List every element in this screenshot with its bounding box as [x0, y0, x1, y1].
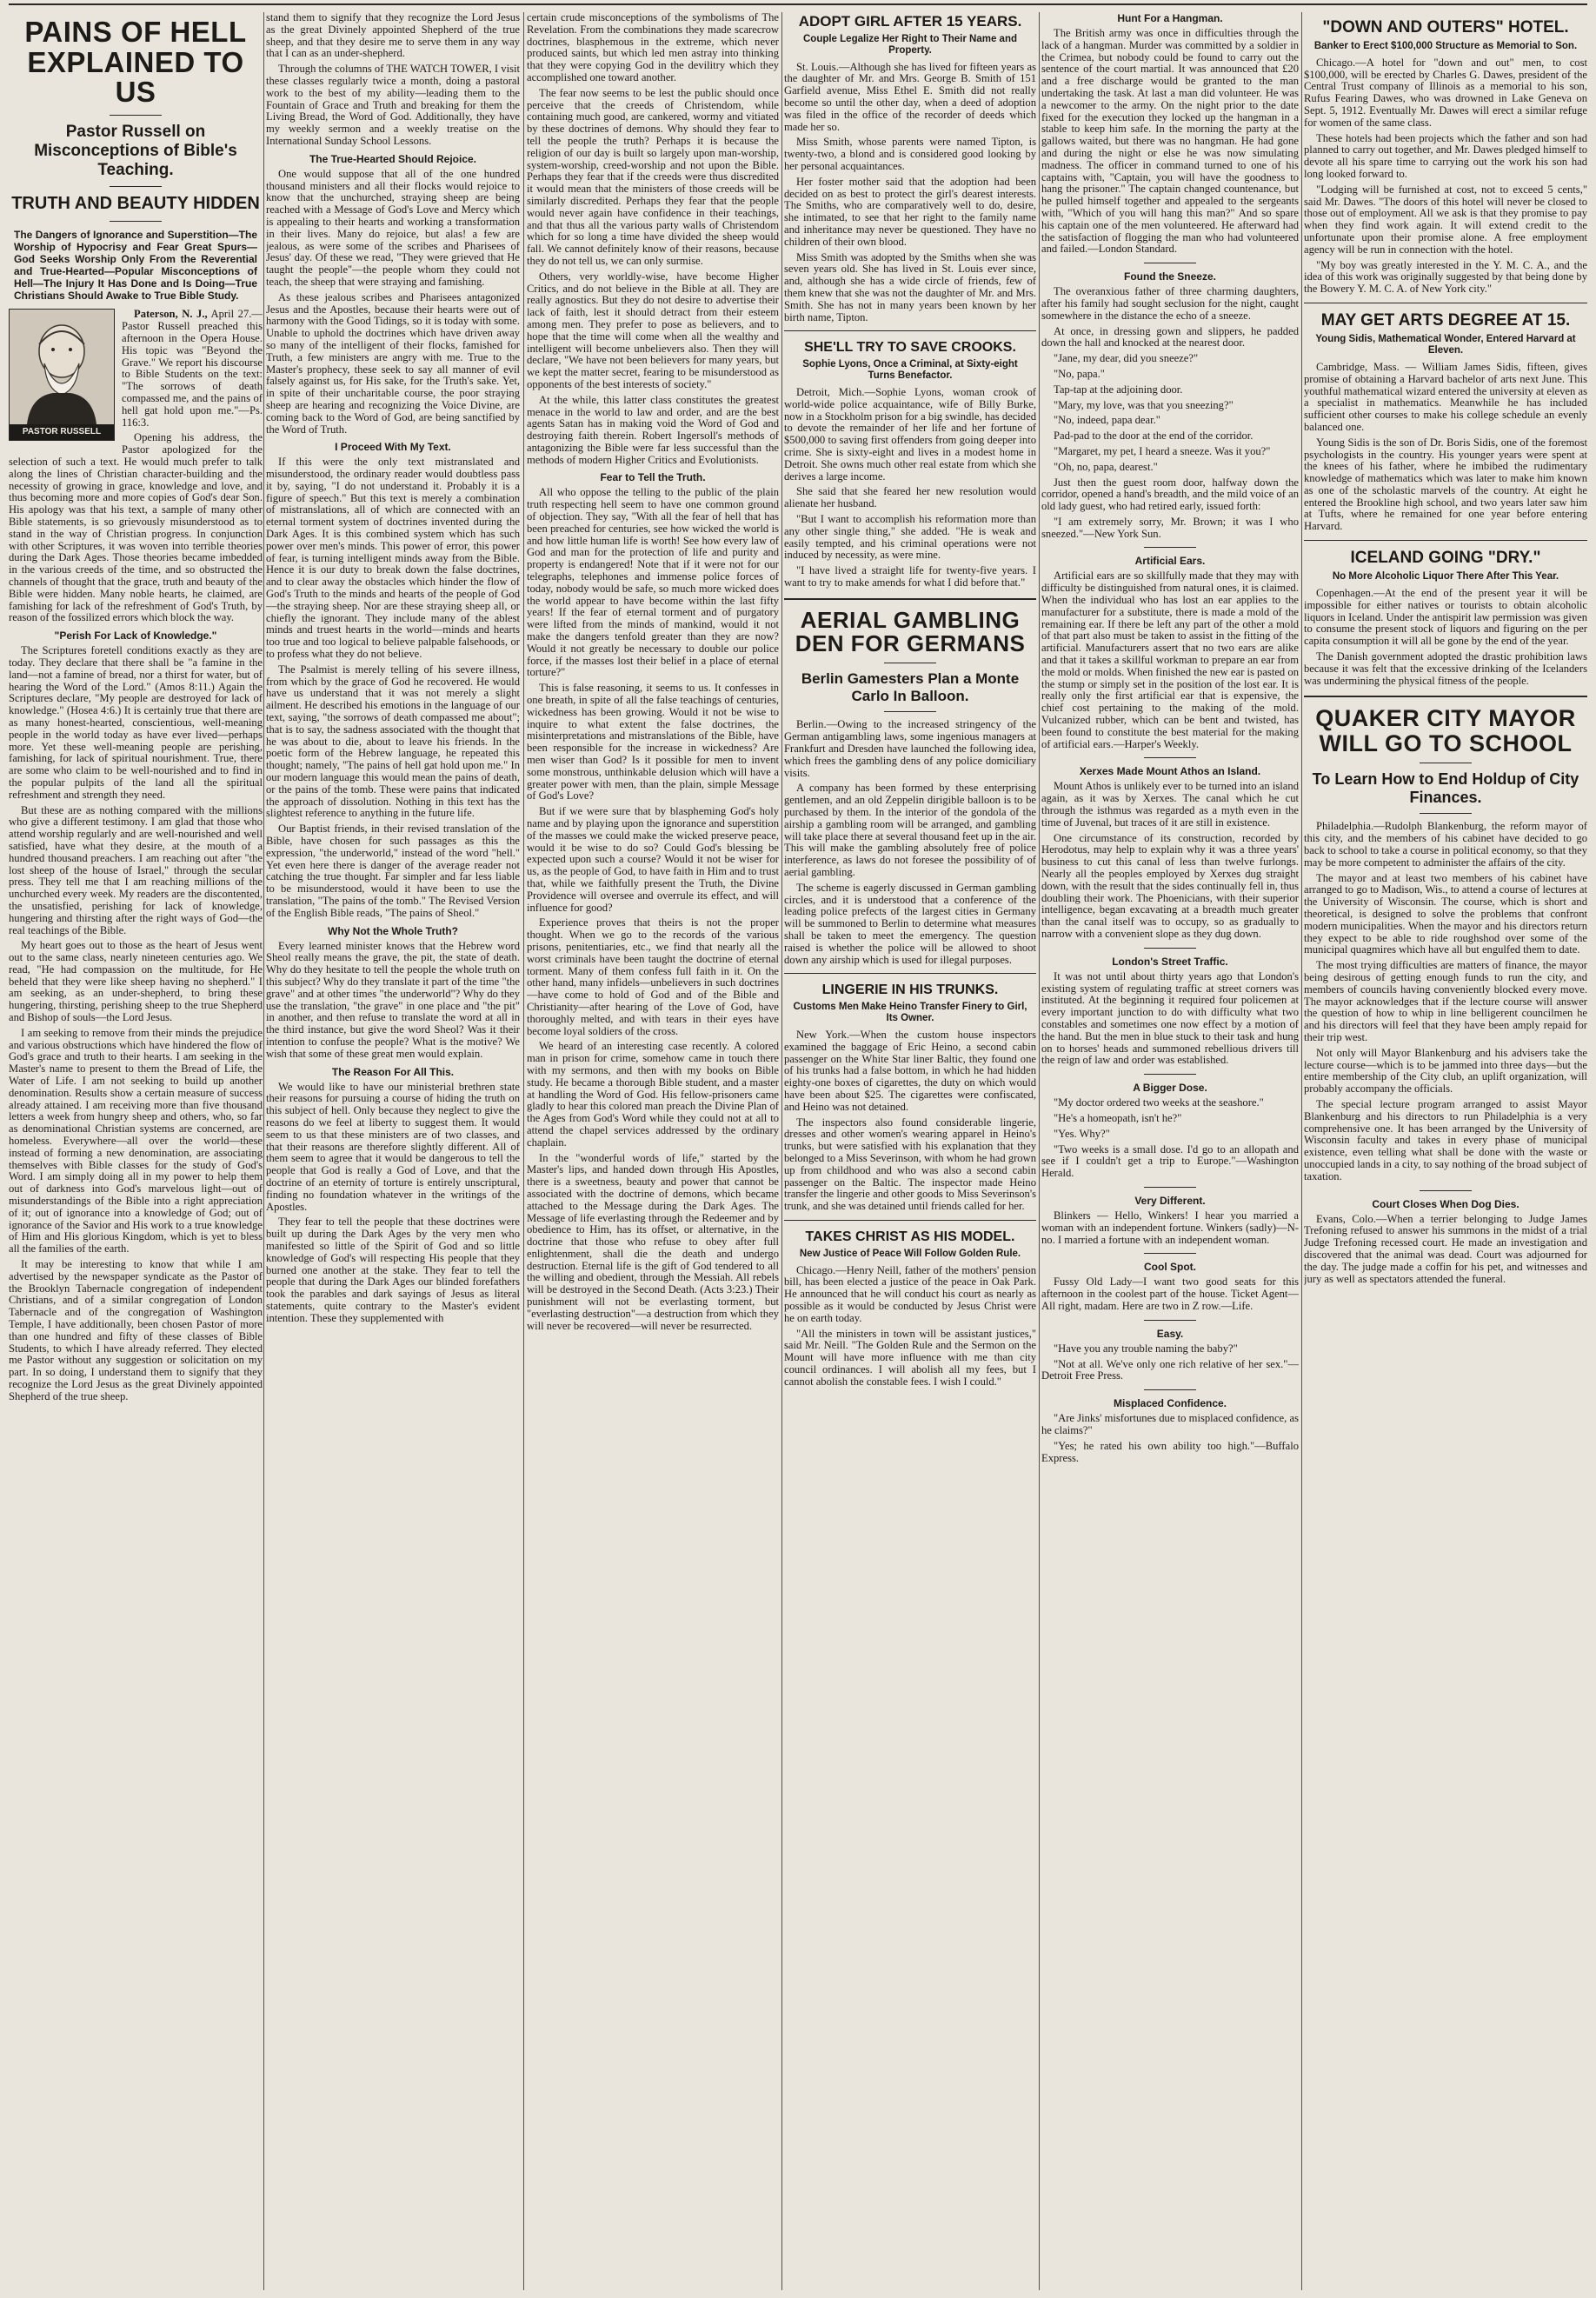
- crosshead: Fear to Tell the Truth.: [600, 471, 706, 484]
- paragraph: Young Sidis is the son of Dr. Boris Sidis, one of the foremost psychologists in the country. His younger years were spent at the knees of his father, where he imbibed the rudimentary knowledge of mathematics which was later to make him known as one of the scholastic marvels of the country. At eight he entered the Brookline high school, and two years later saw him at Tufts, where he remained for one year before entering Harvard.: [1304, 436, 1587, 533]
- paragraph: "Not at all. We've only one rich relative of her sex."—Detroit Free Press.: [1041, 1357, 1299, 1382]
- headline-save-crooks: SHE'LL TRY TO SAVE CROOKS.: [804, 340, 1016, 356]
- paragraph: Artificial ears are so skillfully made that they may with difficulty be distinguished from natural ones, it is claimed. When the individual who has lost an ear applies to the manufacturer for a substitute, there is made a mold of the remaining ear. If there be left any part of the other a mold of that part also must be taken to assist in the fitting of the artificial. Manufacturers assert that no two ears are alike and that it takes a skillful workman to prepare an ear from the mold or molds. When finished the new ear is pasted on the stump or simply set in the position of the lost ear. It is really only the first artificial ear that is expensive, the chief cost pertaining to the making of the mold. Vulcanized rubber, which can be bent and twisted, has been found to constitute the best material for the making of artificial ears.—Harper's Weekly.: [1041, 570, 1299, 750]
- divider: [1144, 1320, 1196, 1321]
- headline-street-traffic: London's Street Traffic.: [1112, 955, 1228, 968]
- paragraph: The overanxious father of three charming daughters, after his family had sought seclusion for the night, caught somewhere in the distance the echo of a sneeze.: [1041, 285, 1299, 322]
- top-rule: [9, 3, 1587, 5]
- column-rule: [781, 12, 782, 2290]
- paragraph: "I have lived a straight life for twenty-five years. I want to try to make amends for what I did before that.": [784, 564, 1036, 589]
- crosshead: Why Not the Whole Truth?: [328, 924, 458, 937]
- paragraph: "Mary, my love, was that you sneezing?": [1054, 398, 1234, 411]
- divider: [884, 711, 936, 712]
- column-rule: [263, 12, 264, 2290]
- paragraph: At once, in dressing gown and slippers, he padded down the hall and knocked at the nearest door.: [1041, 324, 1299, 350]
- paragraph: "But I want to accomplish his reformation more than any other single thing," she added. "He is weak and easily tempted, and his criminal operations were not induced by necessity, as were mine.: [784, 512, 1036, 562]
- paragraph: Philadelphia.—Rudolph Blankenburg, the reform mayor of this city, and the members of his cabinet have decided to go back to school to take a course in political economy, so that they may be more competent to administer the affairs of the city.: [1304, 820, 1587, 869]
- paragraph: Copenhagen.—At the end of the present year it will be impossible for either natives or tourists to obtain alcoholic liquors in Iceland. Under the antispirit law permission was given to consume the present stock of liquors and figuring on the per capita consumption it will all be gone by the end of the year.: [1304, 586, 1587, 648]
- paragraph: certain crude misconceptions of the symbolisms of The Revelation. From the combinations they made scarecrow doctrines, blasphemous in the extreme, which never produced saints, but which led men astray into thinking that they were copying God in the devilitry which they accomplished one toward another.: [527, 12, 779, 83]
- paragraph: Miss Smith was adopted by the Smiths when she was seven years old. She has lived in St. Louis ever since, and, although she has a wide circle of friends, few of them knew that she was not the daughter of Mr. and Mrs. Smith. She has not in many years been known by her birth name, Tipton.: [784, 250, 1036, 323]
- paragraph: Berlin.—Owing to the increased stringency of the German antigambling laws, some ingenious managers at Frankfurt and Dresden have launched the following idea, which frees the gambling dens of any police domiciliary visits.: [784, 718, 1036, 779]
- paragraph: Every learned minister knows that the Hebrew word Sheol really means the grave, the pit, the state of death. Why do they hesitate to tell the people the whole truth on this subject? Why do they translate it part of the time "the grave" and at other times "the underworld"? Why do they use the translation, "the grave" in one place and "the pit" in another, and then refuse to translate the word at all in the third instance, but give the word Sheol? Was it their intention to confuse the people? What is the motive? We wish that some of these great men would explain.: [266, 939, 520, 1060]
- paragraph: Experience proves that theirs is not the proper thought. When we go to the records of the various prisons, penitentiaries, etc., we find that nearly all the worst criminals have been taught the doctrine of eternal torment. Many of them confess full faith in it. On the other hand, many infidels—unbelievers in such doctrines—have come to hold of God and of the Bible and Christianity—after hearing of the Love of God, have thoroughly melted, and with tears in their eyes have become loyal soldiers of the cross.: [527, 916, 779, 1037]
- paragraph: "No, papa.": [1054, 367, 1105, 380]
- paragraph: "Yes. Why?": [1054, 1127, 1110, 1140]
- paragraph: It may be interesting to know that while I am advertised by the newspaper syndicate as the Pastor of the Brooklyn Tabernacle congregation of independent Christians, and of a similar congregation of London Tabernacle and of the congregation of Washington Temple, I have additionally, been chosen Pastor of more than one hundred and fifty of these classes of Bible Students, to which I have already referred. They elected me Pastor without any suggestion or solicitation on my part. In so doing, I understand them to signify that they recognize the Lord Jesus as the great Divinely appointed Shepherd of the true sheep.: [9, 1258, 263, 1402]
- crosshead: The Reason For All This.: [331, 1065, 455, 1078]
- paragraph: "Margaret, my pet, I heard a sneeze. Was it you?": [1054, 444, 1271, 457]
- divider: [1420, 1190, 1472, 1191]
- paragraph: "My doctor ordered two weeks at the seashore.": [1054, 1096, 1264, 1109]
- paragraph: "I am extremely sorry, Mr. Brown; it was I who sneezed."—New York Sun.: [1041, 515, 1299, 540]
- paragraph: In the "wonderful words of life," started by the Master's lips, and handed down through His Apostles, there is a sweetness, beauty and power that cannot be associated with the doctrine of demons, which became attached to the Message during the Dark Ages. The Message of life everlasting through the Redeemer and by obedience to Him, has its offset, or alternative, in the doctrine that those who refuse to obey after full enlightenment, shall die the death and undergo destruction. Eternal life is the gift of God tendered to all the willing and obedient, through the Messiah. All rebels will be destroyed in the Second Death. (Acts 3:23.) Their punishment will not be everlasting torment, but "everlasting destruction"—a destruction from which they will never be recovered—will never be resurrected.: [527, 1151, 779, 1332]
- headline-christ-model: TAKES CHRIST AS HIS MODEL.: [805, 1229, 1015, 1244]
- paragraph: "Two weeks is a small dose. I'd go to an allopath and see if I couldn't get a trip to Europe."—Washington Herald.: [1041, 1142, 1299, 1180]
- headline-adopt-girl: ADOPT GIRL AFTER 15 YEARS.: [798, 13, 1022, 30]
- pastor-portrait: [9, 309, 115, 441]
- divider: [1144, 1389, 1196, 1390]
- divider: [1144, 547, 1196, 548]
- subhead: Couple Legalize Her Right to Their Name and Property.: [802, 33, 1017, 56]
- headline-quaker-city-mayor: QUAKER CITY MAYOR WILL GO TO SCHOOL: [1315, 705, 1576, 756]
- paragraph: "He's a homeopath, isn't he?": [1054, 1111, 1182, 1124]
- column-6: [1304, 12, 1587, 2290]
- subhead: Young Sidis, Mathematical Wonder, Entered Harvard at Eleven.: [1315, 333, 1576, 356]
- subhead: New Justice of Peace Will Follow Golden Rule.: [799, 1248, 1021, 1259]
- headline-iceland-dry: ICELAND GOING "DRY.": [1350, 549, 1541, 568]
- paragraph: The fear now seems to be lest the public should once perceive that the creeds of Christendom, while containing much good, are cankered, wormy and vitiated by these doctrines of demons. Why should they fear to tell the people the truth? Perhaps it is because the religion of our day is built so largely upon man-worship, system-worship, creed-worship and not upon the Bible. Perhaps they fear that if the creeds were thus discredited it would mean that the ministers of those creeds will be similarly discredited. Perhaps they fear that the people would never again have confidence in their teachings, and that thus all the various party walls of Christendom which for so long a time have divided the sheep would fall. We cannot definitely know of their reasons, because they do not tell us, we can only surmise.: [527, 86, 779, 267]
- paragraph: My heart goes out to those as the heart of Jesus went out to the same class, nearly nineteen centuries ago. We read, "He had compassion on the multitude, for He beheld that they were like sheep having no shepherd." I am seeking, as an under-shepherd, to bring these hungering, thirsting, perishing sheep to the true Shepherd and Bishop of souls—the Lord Jesus.: [9, 939, 263, 1024]
- headline-court-closes: Court Closes When Dog Dies.: [1372, 1197, 1520, 1210]
- paragraph: Her foster mother said that the adoption had been decided on as best to protect the girl's dearest interests. The Smiths, who are comparatively well to do, desire, she intimated, to see that her right to the family name and inheritance may never be questioned. They have no children of their own blood.: [784, 175, 1036, 248]
- column-2: [266, 12, 520, 2290]
- subhead: Sophie Lyons, Once a Criminal, at Sixty-eight Turns Benefactor.: [802, 359, 1018, 382]
- paragraph: If this were the only text mistranslated and misunderstood, the ordinary reader would doubtless pass it by, saying, "I do not understand it. Probably it is a figure of speech." But this text is merely a combination of mistranslations, all of which are connected with an eternal torment system of doctrines invented during the Dark Ages. It is this combined system which has such power over men's minds. This power of error, this power of fear, is turning intelligent minds away from the Bible. Hence it is our duty to break down the false doctrines, and to clear away the obstacles which hinder the flow of God's Truth to the minds and hearts of the people of God—the straying sheep. Nor are these straying sheep all, or chiefly the ignorant. They include many of the ablest minds and truest hearts in the world—minds and hearts too true and too logical to believe palpable falsehoods, or to profess what they do not believe.: [266, 456, 520, 661]
- paragraph: "Oh, no, papa, dearest.": [1054, 460, 1158, 473]
- portrait-engraving-icon: [10, 310, 114, 424]
- headline-lingerie: LINGERIE IN HIS TRUNKS.: [821, 982, 999, 998]
- paragraph: Fussy Old Lady—I want two good seats for this afternoon in the coolest part of the house. Ticket Agent—All right, madam. Here are two in Z row.—Life.: [1041, 1276, 1299, 1312]
- paragraph: Others, very worldly-wise, have become Higher Critics, and do not believe in the Bible at all. They are really agnostics. But they do not desire to advertise their lack of faith, lest it should detract from their esteem among men. They prefer to pose as believers, and to hope that the time will come when all the wealthy and intelligent will become unbelievers also. Then they will declare, "We have not been believers for many years, but we kept the matter secret, fearing to be misunderstood as opponents of the best interests of society.": [527, 270, 779, 390]
- headline-down-and-outers: "DOWN AND OUTERS" HOTEL.: [1322, 18, 1569, 37]
- divider: [1304, 696, 1587, 697]
- crosshead: "Perish For Lack of Knowledge.": [54, 629, 217, 643]
- paragraph: The British army was once in difficulties through the lack of a hangman. Murder was committed by a soldier in the Crimea, but nobody could be found to carry out the sentence of the court martial. It was announced that £20 and a free discharge would be granted to the man undertaking the task. At last a man did volunteer. He was a newcomer to the army. On the night prior to the date fixed for the execution they locked up the hangman in a stable to keep him safe. In the morning the party at the gallows waited, but there was no hangman. He had gone and during the night or else he was now simulating madness. The officer in command turned to one of his captains with, "Captain, you will have the goodness to hang the prisoner." The captain changed countenance, but he pulled himself together and appealed to the sergeants with, "Which of you will hang this man?" And so spare his captain one of the men volunteered. He afterward had the satisfaction of flogging the man who had volunteered and failed.—London Standard.: [1041, 27, 1299, 256]
- dateline: Paterson, N. J.,: [134, 308, 208, 321]
- paragraph: The Danish government adopted the drastic prohibition laws because it was felt that the excessive drinking of the Icelanders was undermining the physical fitness of the people.: [1304, 649, 1587, 687]
- divider: [1144, 948, 1196, 949]
- paragraph: Tap-tap at the adjoining door.: [1054, 383, 1183, 396]
- paragraph: One circumstance of its construction, recorded by Herodotus, may help to explain why it was a three years' business to cut this canal of less than twelve furlongs. Nearly all the peoples employed by Xerxes dug straight down, with the result that the sides continually fell in, thus doubling their work. The Phoenicians, with their superior intelligence, began excavating at a breadth much greater than the canal itself was to occupy, so as gradually to narrow with a convenient slope as they dug down.: [1041, 831, 1299, 940]
- divider: [1304, 540, 1587, 541]
- subhead: Banker to Erect $100,000 Structure as Memorial to Son.: [1313, 40, 1578, 51]
- headline-bigger-dose: A Bigger Dose.: [1133, 1082, 1207, 1095]
- divider: [1144, 1187, 1196, 1188]
- paragraph: Cambridge, Mass. — William James Sidis, fifteen, gives promise of obtaining a Harvard bachelor of arts next June. This youthful mathematical wizard entered the university at eleven as a specialist in mathematics. Meanwhile he has included sufficient other courses to make his college schedule an evenly balanced one.: [1304, 360, 1587, 433]
- column-4: [784, 12, 1036, 2290]
- paragraph: The Psalmist is merely telling of his severe illness, from which by the grace of God he recovered. He would have us understand that it was not merely a slight ailment. He described his emotions in the language of our text, saying, "the sorrows of death compassed me about"; that is to say, the sadness associated with the thought that he was about to die, about to leave his friends. In the poetic form of the Hebrew language, he repeated this thought; namely, "The pains of hell gat hold upon me." In our modern language this would mean the pains of death, or the pains of the tomb. These were pains that indicated the approach of dissolution. Nothing in this text has the slightest reference to anything in the future life.: [266, 663, 520, 820]
- paragraph: Detroit, Mich.—Sophie Lyons, woman crook of world-wide police acquaintance, wife of Billy Burke, now in a Stockholm prison for a big swindle, has decided to devote the remainder of her life and her fortune of $500,000 to saving first offenders from going deeper into crime. She is sixty-eight and lives in a modest home in Detroit. She owns much other real estate from which she derives a large income.: [784, 386, 1036, 483]
- paragraph: I am seeking to remove from their minds the prejudice and various obstructions which have hindered the flow of God's grace and truth to their hearts. I am seeking in the Master's name to present to them the Bread of Life, the Water of Life. I am not seeking to build up another denomination. Results show a certain measure of success already attained. I am receiving more than five thousand letters a week from hungry sheep and others, who, so far as denominational Christian systems are concerned, are homeless. Everywhere—all over the world—these instead of forming a new denomination, are associating themselves with Bible classes for the study of God's Word. I am simply doing all in my power to help them out of darkness into God's marvelous light—out of misunderstandings of the Bible into a right appreciation of it; out of ignorance into a knowledge of God; out of ignorance of the Savior and His work to a true knowledge of Him and His glorious Kingdom, which is yet to bless all the families of the earth.: [9, 1026, 263, 1256]
- paragraph: Blinkers — Hello, Winkers! I hear you married a woman with an independent fortune. Winkers (sadly)—N-no. I married a fortune with an independent woman.: [1041, 1209, 1299, 1246]
- paragraph: These hotels had been projects which the father and son had planned to carry out together, and Mr. Dawes pledged himself to devote all his spare time to carrying out the work his son had long looked forward to.: [1304, 131, 1587, 181]
- column-3: [527, 12, 779, 2290]
- headline-mount-athos: Xerxes Made Mount Athos an Island.: [1079, 765, 1261, 778]
- column-rule: [1301, 12, 1302, 2290]
- paragraph: A company has been formed by these enterprising gentlemen, and an old Zeppelin dirigible balloon is to be purchased by them. In the interior of the gondola of the airship a gambling room will be arranged, and gambling will take place there at several thousand feet up in the air. This will make the gambling absolutely free of police interference, as laws do not foresee the possibility of of aerial gambling.: [784, 782, 1036, 879]
- headline-misplaced-confidence: Misplaced Confidence.: [1113, 1397, 1227, 1410]
- paragraph: "All the ministers in town will be assistant justices," said Mr. Neill. "The Golden Rule and the Sermon on the Mount will have more influence with me than city council ordinances. I will abolish all my fees, but I cannot abolish the constable fees. I wish I could.": [784, 1327, 1036, 1388]
- paragraph: The most trying difficulties are matters of finance, the mayor being desirous of getting enough funds to run the city, and members of councils having conveniently blocked every move. The mayor acknowledges that if the lecture course will answer the question of how to whip in line belligerent councilmen he and his directors will feel that they have been amply repaid for their trip west.: [1304, 959, 1587, 1043]
- paragraph: stand them to signify that they recognize the Lord Jesus as the great Divinely appointed Shepherd of the true sheep, and that they desire me to serve them in any way that I can as an under-shepherd.: [266, 12, 520, 60]
- paragraph: Just then the guest room door, halfway down the corridor, opened a hand's breadth, and the mild voice of an old lady guest, who had retired early, issued forth:: [1041, 476, 1299, 513]
- divider: [1144, 1253, 1196, 1254]
- paragraph: Evans, Colo.—When a terrier belonging to Judge James Trefoning refused to answer his summons in the midst of a trial Judge Trefoning recessed court. He made an investigation and discovered that the animal was dead. Court was adjourned for the day. The judge made a coffin for his pet, and witnesses and jury as well as spectators attended the funeral.: [1304, 1212, 1587, 1285]
- divider: [110, 186, 162, 187]
- paragraph: Miss Smith, whose parents were named Tipton, is twenty-two, a blond and is considered good looking by her personal acquaintances.: [784, 136, 1036, 173]
- paragraph: One would suppose that all of the one hundred thousand ministers and all their flocks would rejoice to know that the unchurched, straying sheep are being reached with a Message of God's Love and Mercy which is appealing to their hearts and working a transformation in their lives. Many do rejoice, but alas! a few are jealous, as were some of the scribes and Pharisees of Jesus' day. Of these we read, "They were grieved that He taught the people"—the people whom they could not teach, the sheep that were straying and famishing.: [266, 167, 520, 288]
- headline-arts-degree: MAY GET ARTS DEGREE AT 15.: [1320, 311, 1571, 330]
- paragraph: All who oppose the telling to the public of the plain truth respecting hell seem to have one common ground of objection. They say, "With all the fear of hell that has been preached for centuries, see how wicked the world is and how little human life is worth! See how every law of God and man for the protection of life and purity and property is endangered! Note that if it were not for our telegraphs, telephones and immense police forces of today, nobody would be safe, so much more wicked does the world appear to have become within the last fifty years! If the fear of eternal torment and of purgatory were lifted from the minds of mankind, would it not make the dangers tenfold greater than they are now? Would it not greatly be necessary to double our police force, if the masses lost their belief in a place of eternal torture?": [527, 486, 779, 679]
- paragraph: We heard of an interesting case recently. A colored man in prison for crime, somehow came in touch there with my sermons, and then with my books on Bible study. He became a thorough Bible student, and a master at handling the Word of God. His fellow-prisoners came gladly to hear this colored man preach the Divine Plan of the Ages from God's Word while they could not at all to attend the chapel services addressed by the ordinary chaplain.: [527, 1040, 779, 1149]
- headline-hangman: Hunt For a Hangman.: [1117, 12, 1223, 24]
- paragraph: New York.—When the custom house inspectors examined the baggage of Eric Heino, a second cabin passenger on the White Star liner Baltic, they found one of his trunks had a false bottom, in which he had hidden eighty-one boxes of cigarettes, the duty on which would have been about $25. The cigarettes were confiscated, and Heino was not detained.: [784, 1028, 1036, 1113]
- paragraph: "Have you any trouble naming the baby?": [1054, 1342, 1238, 1355]
- headline-pains-of-hell: PAINS OF HELL EXPLAINED TO US: [24, 16, 247, 109]
- crosshead: The True-Hearted Should Rejoice.: [309, 152, 477, 165]
- headline-very-different: Very Different.: [1134, 1194, 1206, 1207]
- paragraph: "Are Jinks' misfortunes due to misplaced confidence, as he claims?": [1041, 1412, 1299, 1436]
- paragraph: "Lodging will be furnished at cost, not to exceed 5 cents," said Mr. Dawes. "The doors of this hotel will never be closed to those out of employment. All we ask is that they promise to pay when they find work again. It will extend credit to the unfortunate upon their promise alone. A free employment agency will be run in connection with the hotel.: [1304, 183, 1587, 256]
- paragraph: "No, indeed, papa dear.": [1054, 414, 1160, 427]
- paragraph: Mount Athos is unlikely ever to be turned into an island again, as it was by Xerxes. The canal which he cut through the isthmus was regarded as a myth even in the time of Juvenal, but traces of it are still in existence.: [1041, 780, 1299, 829]
- paragraph: She said that she feared her new resolution would alienate her husband.: [784, 485, 1036, 510]
- paragraph: It was not until about thirty years ago that London's existing system of regulating traffic at street corners was instituted. At the beginning it required four policemen at every important junction to do with difficulty what two constables and sometimes one now effect by a motion of the hand. But the men in blue stuck to their task and hung on to horses' heads and summoned rebellious drivers till the reign of law and order was established.: [1041, 969, 1299, 1067]
- column-rule: [1039, 12, 1040, 2290]
- paragraph: Pad-pad to the door at the end of the corridor.: [1054, 430, 1254, 443]
- divider: [110, 115, 162, 116]
- divider: [784, 973, 1036, 974]
- crosshead: I Proceed With My Text.: [335, 441, 451, 454]
- paragraph: At the while, this latter class constitutes the greatest menace in the world to law and order, and are the best agents Satan has in making void the Word of God and destroying faith therein. Robert Ingersoll's methods of antagonizing the Bible were far less successful than the methods of modern Higher Critics and Evolutionists.: [527, 393, 779, 466]
- portrait-caption: PASTOR RUSSELL: [10, 424, 114, 440]
- paragraph: Not only will Mayor Blankenburg and his advisers take the lecture course—which is to be jammed into three days—but the entire membership of the City club, an uplift organization, will probably accompany the officials.: [1304, 1046, 1587, 1096]
- divider: [784, 330, 1036, 331]
- paragraph: We would like to have our ministerial brethren state their reasons for pursuing a course of hiding the truth on this subject of hell. Only because they neglect to give the reasons do we feel at liberty to suggest them. It would seem to us that these ministers are of two classes, and that their reasons are therefore slightly different. All of them seem to agree that it would be dangerous to tell the people that God is really a God of Love, and that the doctrine of an eternity of torture is entirely unscriptural, finding no foundation whatever in the writings of the Apostles.: [266, 1080, 520, 1213]
- headline-aerial-gambling: AERIAL GAMBLING DEN FOR GERMANS: [795, 606, 1026, 657]
- subhead: No More Alcoholic Liquor There After This Year.: [1332, 570, 1559, 582]
- paragraph: But these are as nothing compared with the millions who give a different testimony. I am glad that those who attend worship regularly and are well-nourished and well satisfied, have what they desire, at the mouth of a hundred thousand preachers. I am reaching out after "the lost sheep of the house of Israel," through the secular press. They tell me that I am reaching millions of the unchurched every week. My readers are the discontented, the unsatisfied, perishing for lack of knowledge, hungering and thirsting after the right ways of God—the real teachings of the Bible.: [9, 803, 263, 936]
- paragraph: Chicago.—A hotel for "down and out" men, to cost $100,000, will be erected by Charles G. Dawes, president of the Central Trust company of Illinois as a memorial to his son, Rufus Fearing Dawes, who was drowned in Lake Geneva on Sept. 5, 1912. Eventually Mr. Dawes will erect a similar refuge for women of the same class.: [1304, 56, 1587, 129]
- subhead: Berlin Gamesters Plan a Monte Carlo In Balloon.: [801, 670, 1020, 704]
- divider: [784, 598, 1036, 600]
- paragraph-text: April 27.—Pastor Russell preached this afternoon in the Opera House. His topic was "Beyond the Grave." We report his discourse to Bible Students on the text: "The sorrows of death compassed me, and the pains of hell gat hold upon me."—Ps. 116:3.: [122, 308, 263, 429]
- column-rule: [523, 12, 524, 2290]
- divider: [110, 221, 162, 222]
- column-1: [9, 12, 263, 2290]
- paragraph: Our Baptist friends, in their revised translation of the Bible, have chosen for such passages as this the expression, "the underworld," instead of the word "hell." Yet even here there is danger of the average reader not catching the true thought. Far simpler and far less liable to be misunderstood, would it have been to use the translation, "The pains of the tomb." The Revised Version of the English Bible reads, "The pains of Sheol.": [266, 823, 520, 919]
- subhead: To Learn How to End Holdup of City Finances.: [1312, 770, 1579, 806]
- divider: [1144, 757, 1196, 758]
- paragraph: The Scriptures foretell conditions exactly as they are today. They declare that there shall be "a famine in the land—not a famine of bread, nor a thirst for water, but of hearing the Word of the Lord." (Amos 8:11.) Again the Scriptures declare, "My people are destroyed for lack of knowledge." (Hosea 4:6.) It is certainly true that there are as many honest-hearted, conscientious, well-meaning people in the world today as have ever lived—perhaps more. Yet these well-meaning people are perishing, famishing, for lack of spiritual nourishment. True, there are some who claim to be well-nourished and to find in the popular pulpits of the land all the spiritual refreshment and strength they need.: [9, 644, 263, 801]
- paragraph: This is false reasoning, it seems to us. It confesses in one breath, in spite of all the false teachings of centuries, wickedness has been growing. Would it not be wise to inquire to what extent the false doctrines, the misinterpretations and mistranslations of the Bible, have been responsible for the increase in wickedness? Are men wiser than God? Is it possible for men to invent some monstrous, unthinkable delusion which will have a greater power with men, than the plain, simple Message of God's Love?: [527, 682, 779, 803]
- paragraph: Chicago.—Henry Neill, father of the mothers' pension bill, has been elected a justice of the peace in Oak Park. He announced that he will conduct his court as nearly as possible as it would be conducted by Jesus Christ were he on earth today.: [784, 1263, 1036, 1324]
- headline-artificial-ears: Artificial Ears.: [1134, 555, 1206, 568]
- paragraph: The scheme is eagerly discussed in German gambling circles, and it is understood that a conference of the leading police prefects of the largest cities in Germany will be summoned to Berlin to determine what measures shall be taken to meet the emergency. The question raised is whether the police will be allowed to shoot down any airship which is used for illegal purposes.: [784, 881, 1036, 966]
- paragraph: "Jane, my dear, did you sneeze?": [1054, 352, 1199, 365]
- headline-easy: Easy.: [1156, 1327, 1184, 1340]
- paragraph: "Yes; he rated his own ability too high."—Buffalo Express.: [1041, 1439, 1299, 1464]
- paragraph: But if we were sure that by blaspheming God's holy name and by playing upon the ignorance and superstition of the masses we could make the wicked preserve peace, would it be wise to do so? Could God's blessing be expected upon such a course? Would it not be wiser for us, as the people of God, to have faith in Him and to trust that, while we faithfully present the Truth, the Divine Providence will oversee and overrule its effect, and will influence for good?: [527, 805, 779, 914]
- divider: [1144, 1074, 1196, 1075]
- subhead-pastor-russell: Pastor Russell on Misconceptions of Bible's Teaching.: [34, 122, 237, 179]
- paragraph: Through the columns of THE WATCH TOWER, I visit these classes regularly twice a month, doing a pastoral work to the best of my ability—leading them to the Fountain of Grace and Truth and breaking for them the Living Bread, the Word of God. Additionally, they have my weekly sermon and a weekly treatise on the International Sunday School Lessons.: [266, 63, 520, 147]
- paragraph: The special lecture program arranged to assist Mayor Blankenburg and his directors to run Philadelphia is a very comprehensive one. It has been arranged by the University of Wisconsin faculty and takes in every phase of municipal existence, even telling what shall be done with the waste or unoccupied lands in a city, to say nothing of the broad subject of taxation.: [1304, 1097, 1587, 1182]
- paragraph: St. Louis.—Although she has lived for fifteen years as the daughter of Mr. and Mrs. George B. Smith of 151 Garfield avenue, Miss Ethel E. Smith did not really become so until the other day, when a deed of adoption was filed in the office of the recorder of deeds which made her so.: [784, 60, 1036, 133]
- headline-sneeze: Found the Sneeze.: [1123, 270, 1216, 283]
- paragraph: The inspectors also found considerable lingerie, dresses and other women's wearing apparel in Heino's trunks, but were satisfied with his explanation that they belonged to a Miss Severinson, with whom he had grown up from childhood and who was also a second cabin passenger on the Baltic. The inspector made Heino transfer the lingerie and other goods to Miss Severinson's trunk, and she was detained until friends called for her.: [784, 1116, 1036, 1213]
- divider: [1420, 813, 1472, 814]
- subhead: Customs Men Make Heino Transfer Finery to Girl, Its Owner.: [793, 1001, 1027, 1023]
- divider: [784, 1220, 1036, 1221]
- paragraph: As these jealous scribes and Pharisees antagonized Jesus and the Apostles, because their hearts were out of harmony with the Good Tidings, so it is today with some. Unable to uphold the doctrines which have driven away so many of the intelligent of their flocks, famished for Truth, a few ministers are angry with me. True to the Master's prophecy, these seek to say all manner of evil falsely against us, for His sake, for the Truth's sake. Yet, in spite of their uncharitable course, the poor straying sheep are hearing and recognizing the Voice Divine, are coming back to the Word of God, are being sanctified by the Word of Truth.: [266, 290, 520, 436]
- paragraph: Opening his address, the Pastor apologized for the selection of such a text. He would much prefer to talk along the lines of Christian character-building and the necessity of growing in grace, knowledge and love, and thus becoming more and more copies of God's dear Son. His apology was that his text, a sample of many other Bible statements, is so grievously misunderstood as to stand in the way of Christian progress. In conjunction with other Scriptures, it was woven into terrible theories during the Dark Ages. Those theories became imbedded in the various creeds of the time, and so obstructed the channels of thought that the grace, truth and beauty of the Bible were hidden. Many noble hearts, he claimed, are famishing for lack of the refreshment of God's Truth, by reason of the fossilized errors which block the way.: [9, 431, 263, 624]
- paragraph: They fear to tell the people that these doctrines were built up during the Dark Ages by the very men who manifested so little of the Spirit of God and so little knowledge of God's will respecting His people that they burned one another at the stake. They fear to tell the people that during the Dark Ages our blinded forefathers took the parables and dark sayings of Jesus as literal statements, quite contrary to the Master's evident intention. These they supplemented with: [266, 1216, 520, 1324]
- subhead-truth-beauty: TRUTH AND BEAUTY HIDDEN: [11, 194, 260, 214]
- paragraph: "My boy was greatly interested in the Y. M. C. A., and the idea of this work was originally suggested by that being done by the Bowery Y. M. C. A. of New York city.": [1304, 258, 1587, 296]
- article-deck: The Dangers of Ignorance and Superstition—The Worship of Hypocrisy and Fear Great Spurs—God Seeks Worship Only From the Reverential and True-Hearted—Popular Misconceptions of Hell—The Injury It Has Done and Is Doing—True Christians Should Awake to True Bible Study.: [14, 229, 257, 303]
- paragraph: The mayor and at least two members of his cabinet have arranged to go to Madison, Wis., to attend a course of lectures at the University of Wisconsin. The course, which is short and theoretical, is designed to solve the problems that confront modern municipalities. When the mayor and his directors return they expect to be able to ride roughshod over some of the municipal quagmires which have all but engulfed them to date.: [1304, 871, 1587, 956]
- column-5: [1041, 12, 1299, 2290]
- headline-cool-spot: Cool Spot.: [1144, 1261, 1196, 1274]
